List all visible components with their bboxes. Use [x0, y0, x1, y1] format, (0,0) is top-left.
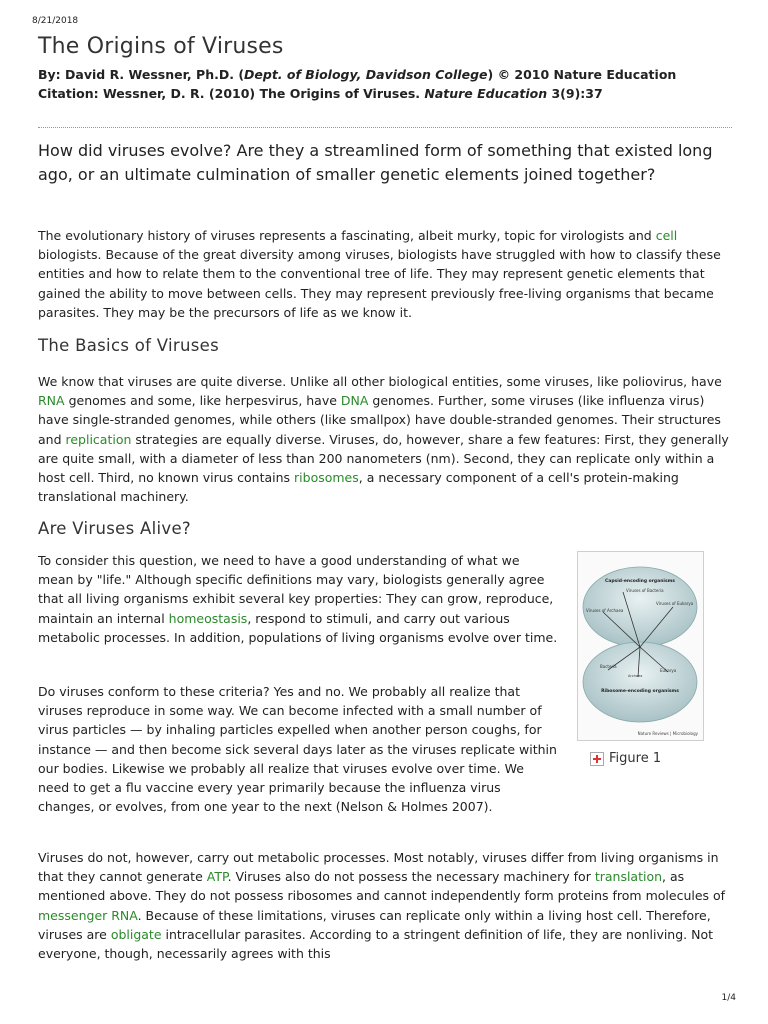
page-number: 1/4: [721, 993, 736, 1003]
basics-text-4: strategies are equally diverse. Viruses, do, however, share a few features: First, they generally are quite small, with a diameter of less than 200 nanometers (nm). Second, they can replicate only within a host cell. Third, no known virus contains: [38, 431, 729, 486]
label-capsid: Capsid-encoding organisms: [604, 579, 676, 584]
header-divider: [38, 127, 732, 128]
label-ribosome: Ribosome-encoding organisms: [601, 689, 679, 694]
figure-1-thumbnail[interactable]: [577, 551, 704, 741]
figure-1-label: Figure 1: [609, 751, 662, 766]
label-eukarya: Eukarya: [660, 668, 677, 673]
ribosome-ellipse: [583, 642, 697, 722]
basics-paragraph: [38, 372, 730, 506]
alive-p3-text-3: , as mentioned above. They do not possess ribosomes and cannot independently form proteins from molecules of: [38, 869, 726, 904]
intro-text-1: The evolutionary history of viruses represents a fascinating, albeit murky, topic for virologists and: [38, 228, 656, 243]
link-atp[interactable]: ATP: [206, 869, 228, 885]
label-viruses-bacteria: Viruses of Bacteria: [626, 588, 664, 593]
heading-basics: The Basics of Viruses: [38, 336, 219, 355]
alive-paragraph-3: [38, 848, 730, 963]
link-messenger-rna[interactable]: messenger RNA: [38, 907, 138, 923]
alive-paragraph-1: [38, 551, 558, 647]
link-translation[interactable]: translation: [594, 869, 663, 885]
intro-paragraph: [38, 226, 730, 322]
article-title: The Origins of Viruses: [38, 34, 284, 59]
alive-p3-text-5: intracellular parasites. According to a stringent definition of life, they are nonliving. Not everyone, though, necessarily agrees with this: [38, 926, 714, 962]
citation-suffix: 3(9):37: [547, 86, 603, 101]
figure-1-caption[interactable]: [590, 751, 661, 766]
citation-prefix: Citation: Wessner, D. R. (2010) The Origins of Viruses.: [38, 86, 425, 101]
heading-alive: Are Viruses Alive?: [38, 519, 191, 538]
byline: [38, 65, 678, 103]
alive-paragraph-2: Do viruses conform to these criteria? Yes and no. We probably all realize that viruses reproduce in some way. We can become infected with a small number of virus particles — by inhaling particles expelled when another person coughs, for instance — and then become sick several days later as the viruses replicate within our bodies. Likewise we probably all realize that viruses evolve over time. We need to get a flu vaccine every year primarily because the influenza virus changes, or evolves, from one year to the next (Nelson & Holmes 2007).: [38, 684, 557, 815]
alive-p1-text-1: To consider this question, we need to have a good understanding of what we mean by "life." Although specific definitions may vary, biologists generally agree that all living organisms exhibit several key properties: They can grow, reproduce, maintain an internal: [38, 553, 554, 626]
intro-text-2: biologists. Because of the great diversity among viruses, biologists have struggled with how to classify these entities and how to relate them to the conventional tree of life. They may represent genetic elements that gained the ability to move between cells. They may represent previously free-living organisms that became parasites. They may be the precursors of life as we know it.: [38, 247, 721, 320]
figure-1-diagram: [578, 552, 703, 740]
basics-text-3: genomes. Further, some viruses (like influenza virus) have single-stranded genomes, while others (like smallpox) have double-stranded genomes. Their structures and: [38, 393, 721, 447]
basics-text-5: , a necessary component of a cell's protein-making translational machinery.: [38, 470, 679, 505]
figure-credit: Nature Reviews | Microbiology: [637, 731, 698, 736]
link-cell[interactable]: cell: [655, 228, 678, 243]
alive-p3-text-2: . Viruses also do not possess the necessary machinery for: [227, 869, 595, 885]
basics-text-2: genomes and some, like herpesvirus, have: [64, 393, 341, 409]
byline-affiliation: Dept. of Biology, Davidson College: [244, 67, 488, 82]
link-ribosomes[interactable]: ribosomes: [294, 470, 359, 486]
basics-text-1: We know that viruses are quite diverse. Unlike all other biological entities, some viruses, like poliovirus, have: [38, 374, 722, 389]
alive-p3-text-4: . Because of these limitations, viruses can replicate only within a living host cell. Therefore, viruses are: [38, 907, 711, 942]
label-bacteria: Bacteria: [600, 664, 617, 669]
alive-p3-text-1: Viruses do not, however, carry out metabolic processes. Most notably, viruses differ from living organisms in that they cannot generate: [38, 850, 719, 885]
link-homeostasis[interactable]: homeostasis: [168, 610, 248, 626]
link-rna[interactable]: RNA: [38, 393, 65, 409]
link-dna[interactable]: DNA: [340, 393, 369, 409]
byline-suffix: ) © 2010 Nature Education: [487, 67, 677, 82]
byline-prefix: By: David R. Wessner, Ph.D. (: [38, 67, 245, 82]
link-obligate[interactable]: obligate: [110, 926, 162, 942]
print-date: 8/21/2018: [32, 16, 79, 26]
alive-p1-text-2: , respond to stimuli, and carry out various metabolic processes. In addition, populations of living organisms evolve over time.: [38, 610, 558, 645]
label-archaea: Archaea: [628, 674, 643, 678]
label-viruses-eukarya: Viruses of Eukarya: [656, 601, 694, 606]
expand-icon[interactable]: [590, 752, 604, 766]
article-lede: How did viruses evolve? Are they a streamlined form of something that existed long ago, or an ultimate culmination of smaller genetic elements joined together?: [38, 141, 713, 184]
link-replication[interactable]: replication: [65, 431, 132, 447]
citation-journal: Nature Education: [424, 86, 548, 101]
label-viruses-archaea: Viruses of Archaea: [586, 608, 624, 613]
